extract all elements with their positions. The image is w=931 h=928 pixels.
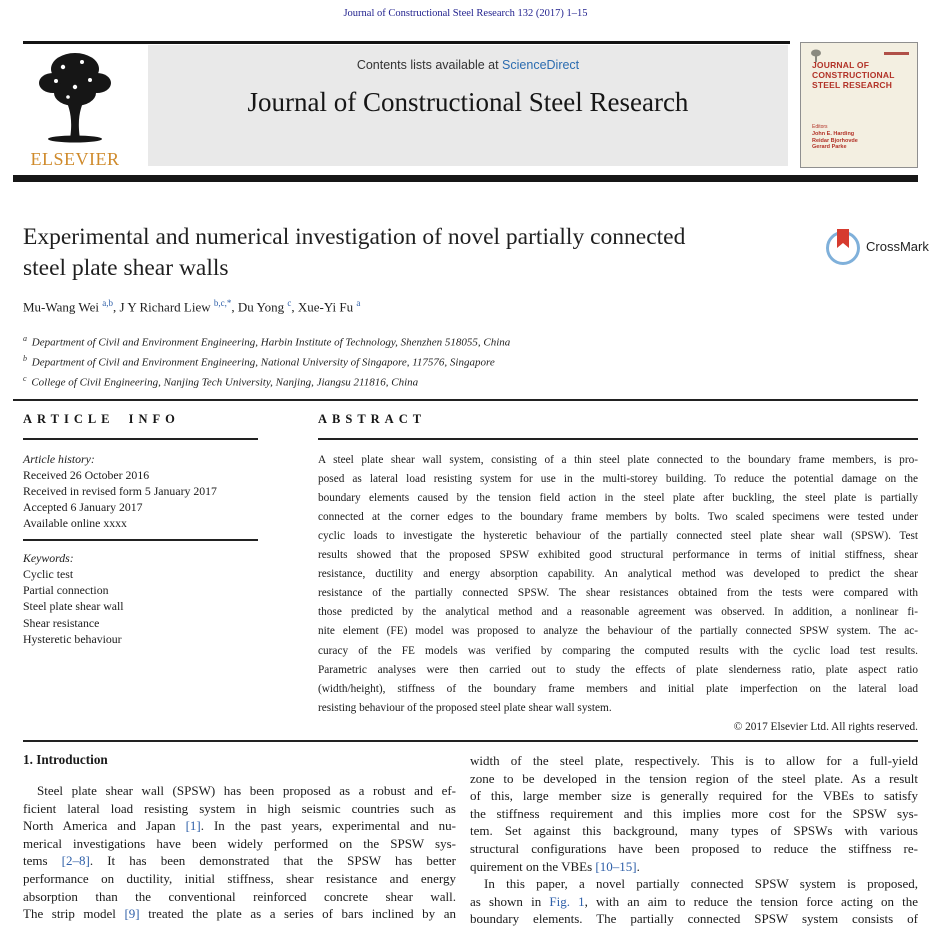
text-segment: zone to be developed in the tension region of the steel plate. As a result (470, 770, 918, 786)
author-list (23, 295, 360, 316)
section-heading-introduction: 1. Introduction (23, 752, 108, 767)
text-line (23, 835, 456, 853)
citation-link[interactable]: Fig. 1 (549, 893, 585, 909)
text-line (470, 840, 918, 858)
elsevier-tree-icon (32, 47, 118, 143)
citation-link[interactable]: a (356, 298, 361, 308)
text-line (23, 351, 510, 371)
text-line: connected at the corner edges to the boundary frame members by bolts. Two scaled specimens were tested under (318, 510, 918, 523)
text-segment: performance on ductility, initial stiffness, shear resistance and energy (23, 870, 456, 886)
text-segment: absorption than the conventional reinforced concrete shear wall. (23, 888, 456, 904)
abstract-heading: ABSTRACT (318, 412, 427, 426)
intro-paragraph-left (23, 782, 456, 923)
intro-paragraph-right (470, 752, 918, 928)
affiliation-list (23, 331, 510, 391)
contents-line-text: Contents lists available at (356, 58, 503, 72)
text-line (470, 752, 918, 770)
text-segment: The strip model (23, 906, 125, 922)
text-line: Hysteretic behaviour (23, 631, 122, 646)
text-line (470, 893, 918, 911)
article-info-rule (23, 438, 258, 440)
text-segment: Department of Civil and Environment Engineering, Harbin Institute of Technology, Shenzhen 518055, China (29, 336, 511, 349)
text-line (23, 371, 510, 391)
article-info-heading: ARTICLE INFO (23, 412, 180, 426)
cover-journal-title: JOURNAL OF CONSTRUCTIONAL STEEL RESEARCH (812, 60, 895, 90)
text-line: resistance, ductility and energy absorption capability. An analytical method was developed to predict the shear (318, 568, 918, 581)
crossmark-label: CrossMark (866, 239, 929, 254)
text-segment: width of the steel plate, respectively. This is to allow for a full-yield (470, 753, 918, 768)
text-segment: , with an aim to reduce the tension force acting on the (584, 893, 919, 909)
banner-top-rule (23, 41, 790, 44)
text-line: Received in revised form 5 January 2017 (23, 483, 217, 498)
text-segment: , Du Yong (231, 299, 288, 315)
text-line: results showed that the proposed SPSW exhibited good structural performance in terms of initial stiffness, shear (318, 549, 918, 562)
text-line: (width/height), stiffness of the boundary frame members and initial plate imperfection on the lateral load (318, 682, 918, 695)
cover-issn-mark (884, 52, 909, 55)
text-segment: b (23, 354, 27, 364)
citation-link[interactable]: [10–15] (595, 858, 637, 874)
text-segment: quirement on the VBEs (470, 858, 596, 874)
text-line: Experimental and numerical investigation of novel partially connected (23, 224, 686, 250)
keywords-label: Keywords: (23, 551, 74, 565)
text-line (470, 858, 918, 876)
article-info-column (23, 412, 263, 647)
copyright-line: © 2017 Elsevier Ltd. All rights reserved. (733, 720, 918, 733)
text-line: nite element (FE) model was proposed to analyze the behaviour of the partially connected SPSW system. The ac- (318, 625, 918, 638)
body-left-column (23, 752, 456, 923)
elsevier-logo (24, 47, 126, 170)
text-segment: merical investigations have been widely performed on the SPSW sys- (23, 835, 456, 851)
text-segment: tem. Set against this background, many types of SPSWs with various (470, 823, 918, 839)
text-segment: Department of Civil and Environment Engineering, National University of Singapore, 117576, Singapore (29, 356, 495, 369)
text-segment: Steel plate shear wall (SPSW) has been proposed as a robust and ef- (37, 783, 456, 798)
article-title (23, 222, 823, 284)
elsevier-wordmark: ELSEVIER (30, 149, 120, 169)
citation-link[interactable]: [9] (124, 906, 140, 922)
text-line: A steel plate shear wall system, consisting of a thin steel plate connected to the boundary frame members, is pro- (318, 453, 918, 466)
body-top-rule (23, 740, 918, 742)
text-line: Steel plate shear wall (23, 599, 124, 614)
cover-editors-label: Editors (812, 124, 828, 130)
text-line: John E. Harding (812, 131, 855, 137)
text-line (23, 331, 510, 351)
text-segment: In this paper, a novel partially connected SPSW system is proposed, (484, 876, 918, 892)
text-segment: tems (23, 853, 62, 869)
text-segment: Mu-Wang Wei (23, 299, 103, 315)
text-segment: , Xue-Yi Fu (291, 299, 357, 315)
body-right-column (470, 752, 918, 928)
text-segment: treated the plate as a series of bars inclined by an (139, 906, 456, 922)
text-line (23, 905, 456, 923)
text-line: Reidar Bjorhovde (812, 137, 858, 144)
text-line: those predicted by the analytical method and a reasonable agreement was observed. In addition, a nonlinear fi- (318, 606, 918, 619)
text-line (470, 822, 918, 840)
text-line (23, 800, 456, 818)
text-line (470, 787, 918, 805)
text-segment: c (23, 374, 27, 384)
text-line: Cyclic test (23, 567, 74, 581)
citation-link[interactable]: b,c,* (213, 298, 232, 308)
text-line: Parametric analyses were then carried out to study the effects of plate slenderness ratio, plate aspect ratio (318, 663, 918, 676)
text-line: resisting behaviour of the proposed steel plate shear wall system. (318, 701, 612, 714)
running-head: Journal of Constructional Steel Research 132 (2017) 1–15 (343, 8, 588, 19)
text-line (23, 817, 456, 835)
crossmark-badge[interactable] (826, 229, 930, 269)
journal-banner-title: Journal of Constructional Steel Research (247, 87, 689, 117)
text-line: Received 26 October 2016 (23, 467, 150, 482)
citation-link[interactable]: [2–8] (61, 853, 90, 869)
text-line (470, 875, 918, 893)
citation-link[interactable]: [1] (185, 818, 201, 834)
text-line: Partial connection (23, 583, 109, 598)
text-line (470, 910, 918, 928)
contents-line (148, 58, 788, 72)
text-line (23, 870, 456, 888)
text-line (23, 888, 456, 906)
keywords-rule (23, 539, 258, 541)
text-segment: ficient lateral load resisting system in high seismic countries such as (23, 800, 456, 816)
text-line: Accepted 6 January 2017 (23, 500, 143, 514)
keywords-list (23, 566, 263, 647)
text-segment: of this, large member size is generally required for the VBEs to satisfy (470, 788, 918, 804)
text-segment: a (23, 334, 27, 343)
text-line: steel plate shear walls (23, 255, 229, 281)
text-segment: as shown in (470, 893, 550, 909)
journal-banner (148, 45, 788, 166)
abstract-rule (318, 438, 918, 440)
text-line (23, 852, 456, 870)
journal-cover-thumbnail[interactable] (800, 42, 918, 168)
text-line: curacy of the FE models was verified by comparing the computed results with the cyclic load test results. (318, 644, 918, 657)
text-line (23, 295, 360, 316)
text-segment: , J Y Richard Liew (113, 299, 214, 315)
text-segment: . In the past years, experimental and nu- (200, 818, 456, 834)
article-history-label: Article history: (23, 451, 95, 466)
text-line: Gerard Parke (812, 144, 847, 150)
cover-editors-list (812, 131, 858, 151)
text-segment: structural configurations have been proposed to reduce the stiffness re- (470, 840, 918, 856)
text-segment: . (636, 858, 640, 874)
article-history-list (23, 467, 263, 532)
meta-top-rule (13, 399, 918, 401)
header-thick-rule (13, 175, 918, 182)
text-line: boundary elements caused by the tension field action in the steel plate after buckling, the steel plate is partially (318, 491, 918, 504)
sciencedirect-link[interactable]: ScienceDirect (502, 58, 580, 72)
citation-link[interactable]: a,b (102, 298, 114, 308)
text-segment: . It has been demonstrated that the SPSW has better (89, 853, 456, 869)
text-segment: the stiffness requirement and this implies more cost for the SPSW sys- (470, 805, 918, 821)
text-line: Available online xxxx (23, 516, 127, 531)
abstract-text (318, 451, 918, 718)
text-segment: boundary elements. The partially connected SPSW system consists of (470, 911, 918, 927)
text-line (470, 770, 918, 788)
text-line: posed as lateral load resisting system for use in the multi-storey building. To reduce the potential damage on the (318, 472, 918, 485)
text-line (470, 805, 918, 823)
text-line: Shear resistance (23, 615, 100, 630)
text-line: cyclic loads to investigate the hysteretic behaviour of the partially connected steel plate shear wall (SPSW). Test (318, 529, 918, 542)
text-segment: North America and Japan (23, 818, 186, 834)
text-line: resistance of the partially connected SPSW. The shear resistances obtained from the tests were compared with (318, 587, 918, 600)
text-line (23, 782, 456, 800)
citation-link[interactable]: c (287, 298, 292, 308)
crossmark-ribbon-icon (837, 229, 849, 249)
text-segment: College of Civil Engineering, Nanjing Tech University, Nanjing, Jiangsu 211816, China (28, 376, 419, 389)
abstract-column (318, 412, 918, 733)
